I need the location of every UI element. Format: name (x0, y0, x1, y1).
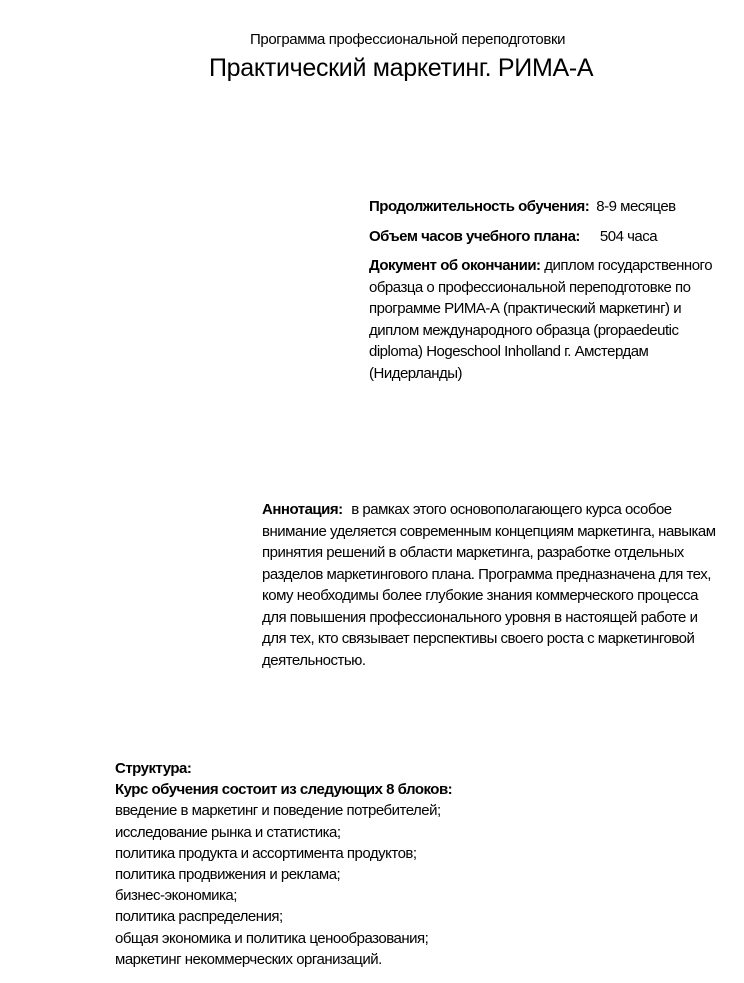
list-item: общая экономика и политика ценообразования; (115, 929, 429, 947)
document-label: Документ об окончании: (369, 257, 541, 274)
program-subtitle: Программа профессиональной переподготовки (250, 31, 566, 48)
list-item: политика продукта и ассортимента продуктов; (115, 844, 417, 862)
course-structure (115, 758, 715, 970)
blocks-list (115, 800, 715, 970)
document-text-international: диплом международного образца (propaedeutic diploma) Hogeschool Inholland г. Амстердам (Нидерланды) (369, 321, 679, 382)
list-item: исследование рынка и статистика; (115, 823, 341, 841)
list-item: политика продвижения и реклама; (115, 866, 341, 884)
program-info (369, 196, 719, 392)
hours-label: Объем часов учебного плана: (369, 227, 580, 245)
structure-intro: Курс обучения состоит из следующих 8 блоков: (115, 781, 453, 799)
structure-title: Структура: (115, 760, 192, 777)
page-title: Практический маркетинг. РИМА-А (209, 54, 594, 82)
duration-label: Продолжительность обучения: (369, 198, 590, 215)
annotation (262, 499, 717, 671)
duration-value: 8-9 месяцев (596, 198, 676, 215)
duration-row (369, 196, 719, 218)
annotation-text: в рамках этого основополагающего курса особое внимание уделяется современным концепциям маркетинга, навыкам принятия решений в области маркетинга, разработке отдельных разделов маркетингового плана. Программа предназначена для тех, кому необходимы более глубокие знания коммерческого процесса для повышения профессионального уровня в настоящей работе и для тех, кто связывает перспективы своего роста с маркетинговой деятельностью. (262, 501, 716, 669)
list-item: маркетинг некоммерческих организаций. (115, 950, 382, 968)
list-item: политика распределения; (115, 908, 283, 926)
annotation-label: Аннотация: (262, 501, 343, 518)
hours-row (369, 226, 719, 248)
list-item: бизнес-экономика; (115, 887, 237, 905)
document-text-national: диплом государственного образца о профессиональной переподготовке по программе РИМА-А (практический маркетинг) и (369, 257, 713, 317)
hours-value: 504 часа (599, 227, 658, 245)
list-item: введение в маркетинг и поведение потребителей; (115, 802, 441, 820)
document-row (369, 255, 719, 384)
